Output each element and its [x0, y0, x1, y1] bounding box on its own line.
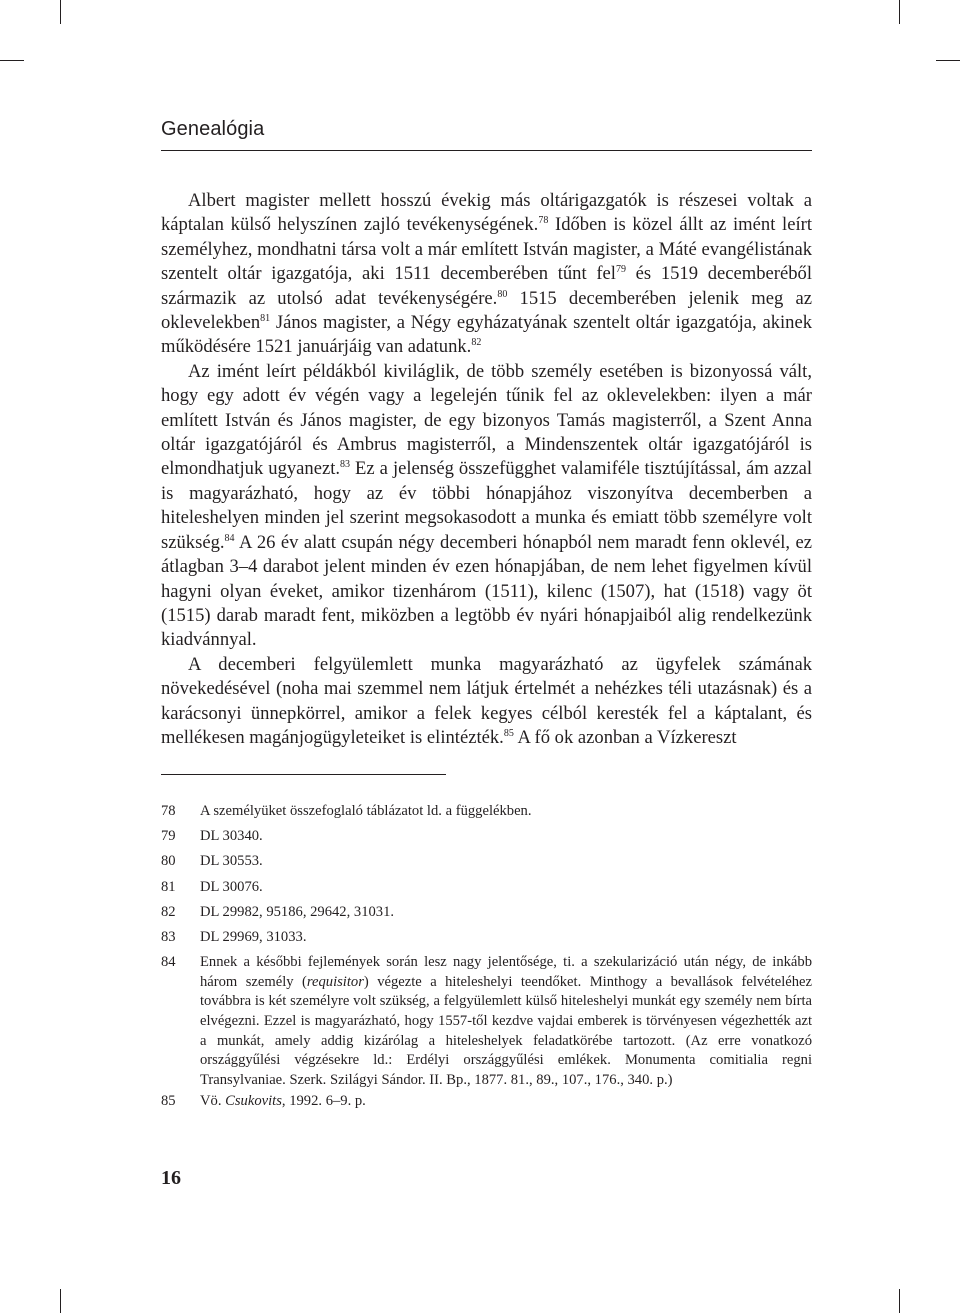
footnote-ref-85[interactable]: 85 — [503, 727, 514, 739]
footnote-ref-81[interactable]: 81 — [260, 313, 271, 325]
page-number: 16 — [161, 1167, 181, 1189]
footnote-78 — [161, 802, 812, 820]
footnote-text — [200, 953, 812, 1090]
text-run: Vö. — [200, 1093, 226, 1110]
footnote-79 — [161, 827, 812, 845]
footnote-number: 81 — [161, 878, 176, 895]
footnote-84 — [161, 953, 812, 1090]
footnote-number: 79 — [161, 828, 176, 845]
text-run: 1515 decemberében jelenik meg az oklevelekben — [161, 287, 812, 334]
footnote-text: DL 30076. — [200, 878, 263, 895]
footnote-number: 85 — [161, 1093, 176, 1110]
text-run: , 1992. 6–9. p. — [281, 1093, 366, 1110]
footnote-ref-82[interactable]: 82 — [471, 337, 482, 349]
footnote-number: 82 — [161, 903, 176, 920]
text-run: Ennek a későbbi fejlemények során lesz nagy jelentősége, ti. a szekularizáció után négy, de inkább három személy ( — [200, 954, 812, 990]
text-run: Albert magister mellett hosszú évekig más oltárigazgatók is részesei voltak a káptalan külső helyszínen zajló tevékenységének. — [161, 190, 812, 236]
crop-mark-bottom-right — [899, 1289, 900, 1313]
footnote-82 — [161, 903, 812, 921]
footnote-ref-80[interactable]: 80 — [497, 288, 508, 300]
running-head: Genealógia — [161, 118, 265, 140]
paragraph-1 — [161, 189, 812, 360]
text-run: Időben is közel állt az imént leírt személyhez, mondhatni társa volt a már említett István magister, a Máté evangélistának szentelt oltár igazgatója, aki 1511 decemberében tűnt fel — [161, 214, 812, 285]
footnote-separator — [161, 774, 446, 775]
footnote-number: 83 — [161, 928, 176, 945]
main-text — [161, 189, 812, 750]
text-run: Ez a jelenség összefügghet valamiféle tisztújítással, ám azzal is magyarázható, hogy az év többi hónapjához viszonyítva decemberben a hiteleshelyen minden jel szerint megsokasodott a munka és emiatt több személyre volt szükség. — [161, 458, 812, 553]
footnote-text: DL 30340. — [200, 828, 263, 845]
footnote-ref-84[interactable]: 84 — [224, 532, 235, 544]
footnote-ref-79[interactable]: 79 — [615, 264, 626, 276]
footnote-text: DL 30553. — [200, 853, 263, 870]
text-run: ) végezte a hiteleshelyi teendőket. Minthogy a bevallások felvételéhez továbbra is két személyre volt szükség, a felgyülemlett külső hiteleshelyi munkát egy személy nem bírta elvégezni. Ezzel is magyarázható, hogy 1557-től kezdve vajdai emberek is törvényesen végezhették azt a munkát, amely addig kizárólag a hiteleshelyek feladatkörébe tartozott. (Az erre vonatkozó országgyűlési végzésekre ld.: Erdélyi országgyűlési emlékek. Monumenta comitialia regni Transylvaniae. Szerk. Szilágyi Sándor. II. Bp., 1877. 81., 89., 107., 176., 340. p.) — [200, 973, 812, 1088]
paragraph-2 — [161, 360, 812, 653]
crop-mark-top-left-horizontal — [0, 60, 24, 61]
footnote-ref-83[interactable]: 83 — [340, 459, 351, 471]
text-run: A fő ok azonban a Vízkereszt — [513, 726, 737, 748]
footnote-text — [200, 1092, 812, 1110]
footnote-text: DL 29969, 31033. — [200, 928, 307, 945]
footnote-text: DL 29982, 95186, 29642, 31031. — [200, 903, 395, 920]
footnote-number: 80 — [161, 853, 176, 870]
crop-mark-bottom-left — [60, 1289, 61, 1313]
footnotes — [161, 802, 812, 1117]
footnote-ref-78[interactable]: 78 — [538, 215, 549, 227]
paragraph-3 — [161, 653, 812, 751]
footnote-text: A személyüket összefoglaló táblázatot ld. a függelékben. — [200, 803, 532, 819]
text-run: A decemberi felgyülemlett munka magyarázható az ügyfelek számának növekedésével (noha mai szemmel nem látjuk értelmét a nehézkes téli utazásnak) és a karácsonyi ünnepkörrel, amikor a felek kegyes célból keresték fel a káptalant, és mellékesen magánjogügyleteiket is elintézték. — [161, 653, 812, 748]
footnote-number: 78 — [161, 803, 176, 819]
italic-term: requisitor — [306, 973, 364, 990]
crop-mark-top-right — [899, 0, 900, 24]
italic-author: Csukovits — [225, 1093, 282, 1110]
footnote-81 — [161, 878, 812, 896]
header-rule — [161, 150, 812, 151]
footnote-number: 84 — [161, 954, 176, 971]
text-run: János magister, a Négy egyházatyának szentelt oltár igazgatója, akinek működésére 1521 januárjáig van adatunk. — [161, 312, 812, 358]
text-run: A 26 év alatt csupán négy decemberi hónapból nem maradt fenn oklevél, ez átlagban 3–4 darabot jelent minden év ezen hónapjában, de nem lehet figyelmen kívül hagyni olyan éveket, amikor tizenhárom (1511), kilenc (1507), hat (1518) vagy öt (1515) darab maradt fent, miközben a legtöbb év nyári hónapjaiból alig rendelkezünk kiadvánnyal. — [161, 531, 812, 651]
crop-mark-top-right-horizontal — [936, 60, 960, 61]
footnote-85 — [161, 1092, 812, 1110]
footnote-83 — [161, 928, 812, 946]
footnote-80 — [161, 852, 812, 870]
crop-mark-top-left — [60, 0, 61, 24]
text-run: Az imént leírt példákból kiviláglik, de több személy esetében is bizonyossá vált, hogy egy adott év végén vagy a legelején tűnik fel az oklevelekben: ilyen a már említett István és János magister, de egy bizonyos Tamás magisterről, a Szent Anna oltár igazgatójáról és Ambrus magisterről, a Mindenszentek oltár igazgatójáról is elmondhatjuk ugyanezt. — [161, 360, 812, 480]
text-run: és 1519 decemberéből származik az utolsó adat tevékenységére. — [161, 263, 812, 309]
